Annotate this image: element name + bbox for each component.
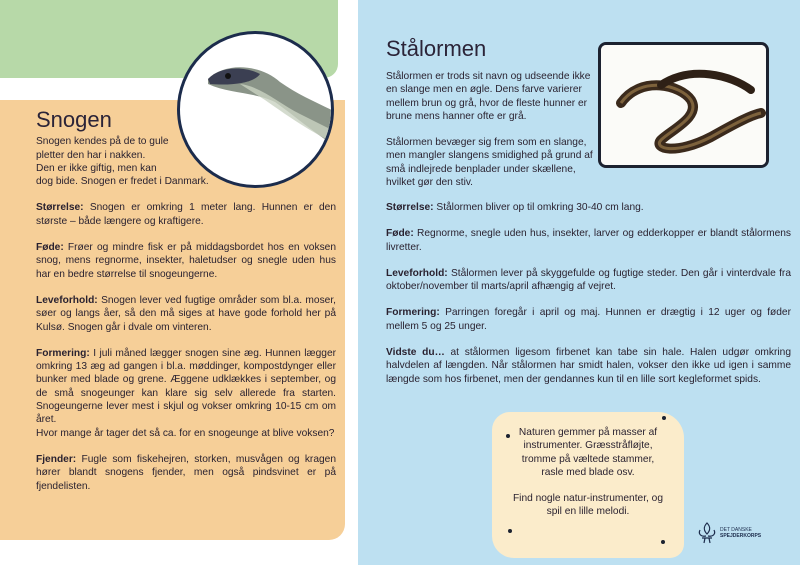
- text: Regnorme, snegle uden hus, insekter, larver og edderkopper er blandt stålormens livretter.: [386, 228, 791, 253]
- note-text: Find nogle natur-instrumenter, og spil en lille melodi.: [512, 493, 664, 518]
- intro-line: pletter den har i nakken.: [36, 149, 146, 161]
- section-food: [386, 227, 791, 254]
- slow-worm-photo: [598, 42, 769, 168]
- dot-decoration: [661, 540, 665, 544]
- intro-paragraph: Stålormen er trods sit navn og udseende ikke en slange men en øgle. Dens farve varierer mellem brun og grå, hvor de fleste hunner er brune mens hanner ofte er grå.: [386, 71, 591, 122]
- label: Vidste du…: [386, 347, 445, 359]
- label: Størrelse:: [386, 202, 434, 213]
- text: Stålormen bliver op til omkring 30-40 cm lang.: [433, 202, 644, 213]
- text: Stålormen lever på skyggefulde og fugtige steder. Den går i vinterdvale fra oktober/november til marts/april afhængig af vejret.: [386, 267, 791, 293]
- label: Føde:: [386, 228, 414, 240]
- fleur-de-lis-icon: [697, 522, 717, 544]
- label: Formering:: [36, 347, 90, 359]
- intro: [36, 135, 336, 188]
- section-habitat: [36, 294, 336, 334]
- text: at stålormen ligesom firbenet kan tabe sin hale. Halen udgør omkring halvdelen af længden. Når stålormen har smidt halen, vokser den ikke ud igen i samme længde som hos firbenet, men der gendannes kun til en lille sort kegleformet spids.: [386, 347, 791, 385]
- section-enemies: [36, 453, 336, 493]
- logo-line: SPEJDERKORPS: [720, 533, 762, 539]
- text: Frøer og mindre fisk er på middagsbordet hos en voksen snog, mens regnorme, insekter, haletudser og snegle uden hus har en bedre størrelse til snogeungerne.: [36, 242, 336, 280]
- dot-decoration: [508, 529, 512, 533]
- stalormen-intro: [386, 70, 596, 202]
- section-size: [386, 201, 791, 214]
- question: Hvor mange år tager det så ca. for en snogeunge at blive voksen?: [36, 427, 335, 439]
- section-food: [36, 241, 336, 281]
- label: Føde:: [36, 242, 64, 254]
- text: Snogen lever ved fugtige områder som bl.a. moser, søer og langs åer, så den må siges at have gode forhold her på Kulsø. Snogen går i dvale om vinteren.: [36, 294, 336, 333]
- dot-decoration: [662, 416, 666, 420]
- stalormen-content: [386, 201, 791, 399]
- section-habitat: [386, 267, 791, 294]
- page-title: Snogen: [36, 107, 112, 132]
- scouts-logo: [697, 522, 761, 544]
- text: Snogen er omkring 1 meter lang. Hunnen er den største – både længere og kraftigere.: [36, 202, 336, 227]
- section-reproduction: [386, 306, 791, 333]
- text: I juli måned lægger snogen sine æg. Hunnen lægger omkring 13 æg ad gangen i bl.a. møddinger, kompostdynger eller bunker med blade og grene. Æggene udklækkes i september, og de små snogeunger kan klare sig selv allerede fra starten. Snogeungerne lever mest i skjul og vokser omkring 10-15 cm om året.: [36, 347, 336, 426]
- label: Formering:: [386, 307, 440, 319]
- activity-note: [492, 412, 684, 558]
- logo-line: DET DANSKE: [720, 527, 752, 533]
- label: Størrelse:: [36, 202, 84, 214]
- intro-paragraph: Stålormen bevæger sig frem som en slange, men mangler slangens smidighed på grund af små indlejrede benplader under skællene, hvilket gør den stiv.: [386, 137, 593, 189]
- section-did-you-know: [386, 346, 791, 386]
- text: Fugle som fiskehejren, storken, musvågen og kragen hører blandt snogens fjender, men også pindsvinet er på fjendelisten.: [36, 453, 336, 492]
- intro-line: Den er ikke giftig, men kan: [36, 162, 157, 174]
- section-title: Stålormen: [386, 36, 487, 61]
- label: Fjender:: [36, 453, 77, 465]
- note-text: Naturen gemmer på masser af instrumenter. Græsstråfløjte, tromme på væltede stammer, rasle med blade osv.: [518, 427, 658, 478]
- section-size: [36, 201, 336, 228]
- intro-line: Snogen kendes på de to gule: [36, 136, 169, 148]
- section-reproduction: [36, 347, 336, 440]
- label: Leveforhold:: [386, 267, 448, 279]
- intro-line: dog bide. Snogen er fredet i Danmark.: [36, 176, 209, 188]
- label: Leveforhold:: [36, 294, 98, 306]
- text: Parringen foregår i april og maj. Hunnen er drægtig i 12 uger og føder mellem 5 og 25 unger.: [386, 307, 791, 332]
- dot-decoration: [506, 434, 510, 438]
- snogen-content: [36, 107, 336, 506]
